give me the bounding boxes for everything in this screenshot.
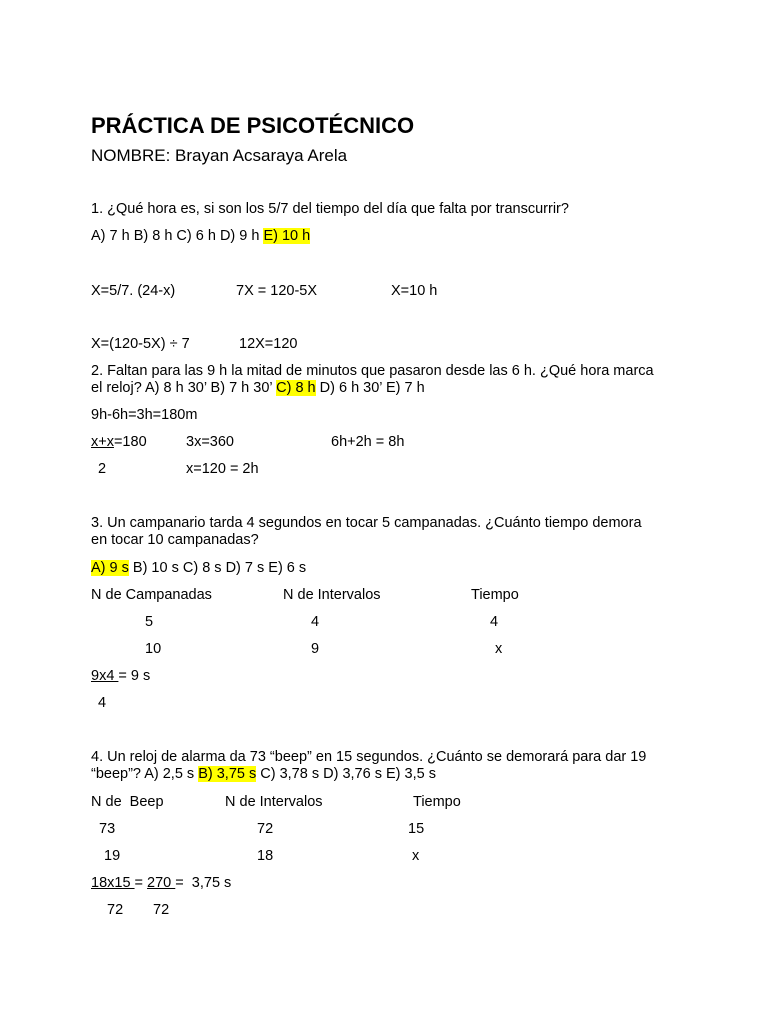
options-text: B) 10 s C) 8 s D) 7 s E) 6 s [128, 560, 307, 576]
table-header: N de Intervalos [225, 794, 323, 810]
fraction-denominator: 2 [98, 461, 107, 477]
table-cell: x [495, 641, 503, 657]
work-q2-eq2: 3x=360 [186, 434, 234, 450]
fraction-rest: =180 [113, 434, 147, 450]
highlighted-answer: A) 9 s [91, 560, 129, 576]
table-header: Tiempo [413, 794, 461, 810]
fraction-rest: = 9 s [118, 668, 151, 684]
work-q2-line1: 9h-6h=3h=180m [91, 407, 198, 423]
fraction-rest: = 3,75 s [175, 875, 232, 891]
question-3-line1: 3. Un campanario tarda 4 segundos en tocar 5 campanadas. ¿Cuánto tiempo demora [91, 515, 642, 531]
question-2-line2b: D) 6 h 30’ E) 7 h [315, 380, 425, 396]
work-q1-eq3: X=10 h [391, 283, 438, 299]
question-3 [91, 515, 676, 549]
fraction-denominator: 72 [107, 902, 124, 918]
work-q2-result: x=120 = 2h [186, 461, 259, 477]
question-2-line1: 2. Faltan para las 9 h la mitad de minutos que pasaron desde las 6 h. ¿Qué hora marca [91, 363, 654, 379]
fraction-numerator: 9x4 [91, 668, 119, 684]
question-4 [91, 749, 676, 783]
question-4-line1: 4. Un reloj de alarma da 73 “beep” en 15 segundos. ¿Cuánto se demorará para dar 19 [91, 749, 647, 765]
work-q1-eq2: 7X = 120-5X [236, 283, 318, 299]
fraction-denominator: 72 [153, 902, 170, 918]
options-text: A) 7 h B) 8 h C) 6 h D) 9 h [91, 228, 264, 244]
table-cell: 9 [311, 641, 320, 657]
question-4-line2a: “beep”? A) 2,5 s [91, 766, 199, 782]
fraction-numerator: x+x [91, 434, 114, 450]
question-3-line2: en tocar 10 campanadas? [91, 532, 259, 548]
table-cell: 72 [257, 821, 274, 837]
table-header: Tiempo [471, 587, 519, 603]
table-cell: 19 [104, 848, 121, 864]
table-cell: x [412, 848, 420, 864]
table-cell: 4 [490, 614, 499, 630]
table-cell: 73 [99, 821, 116, 837]
question-3-options [91, 560, 306, 577]
table-cell: 18 [257, 848, 274, 864]
work-q1-eq1: X=5/7. (24-x) [91, 283, 176, 299]
work-q1-eq4: X=(120-5X) ÷ 7 [91, 336, 190, 352]
work-q1-eq5: 12X=120 [239, 336, 298, 352]
table-cell: 10 [145, 641, 162, 657]
question-4-line2b: C) 3,78 s D) 3,76 s E) 3,5 s [256, 766, 436, 782]
work-q2-eq3: 6h+2h = 8h [331, 434, 405, 450]
work-q2-fraction [91, 434, 147, 451]
work-q4-fraction [91, 875, 231, 892]
table-header: N de Campanadas [91, 587, 212, 603]
fraction-numerator: 18x15 [91, 875, 135, 891]
question-2 [91, 363, 676, 397]
question-2-line2a: el reloj? A) 8 h 30’ B) 7 h 30’ [91, 380, 277, 396]
table-header: N de Intervalos [283, 587, 381, 603]
work-q3-fraction [91, 668, 150, 685]
fraction-rest: = [134, 875, 148, 891]
student-name: NOMBRE: Brayan Acsaraya Arela [91, 146, 348, 165]
highlighted-answer: C) 8 h [276, 380, 316, 396]
table-header: N de Beep [91, 794, 164, 810]
page-title: PRÁCTICA DE PSICOTÉCNICO [91, 113, 415, 138]
fraction-numerator: 270 [147, 875, 176, 891]
question-1-options [91, 228, 310, 245]
highlighted-answer: B) 3,75 s [198, 766, 257, 782]
question-1: 1. ¿Qué hora es, si son los 5/7 del tiempo del día que falta por transcurrir? [91, 201, 569, 217]
highlighted-answer: E) 10 h [263, 228, 311, 244]
table-cell: 4 [311, 614, 320, 630]
table-cell: 5 [145, 614, 154, 630]
fraction-denominator: 4 [98, 695, 107, 711]
table-cell: 15 [408, 821, 425, 837]
